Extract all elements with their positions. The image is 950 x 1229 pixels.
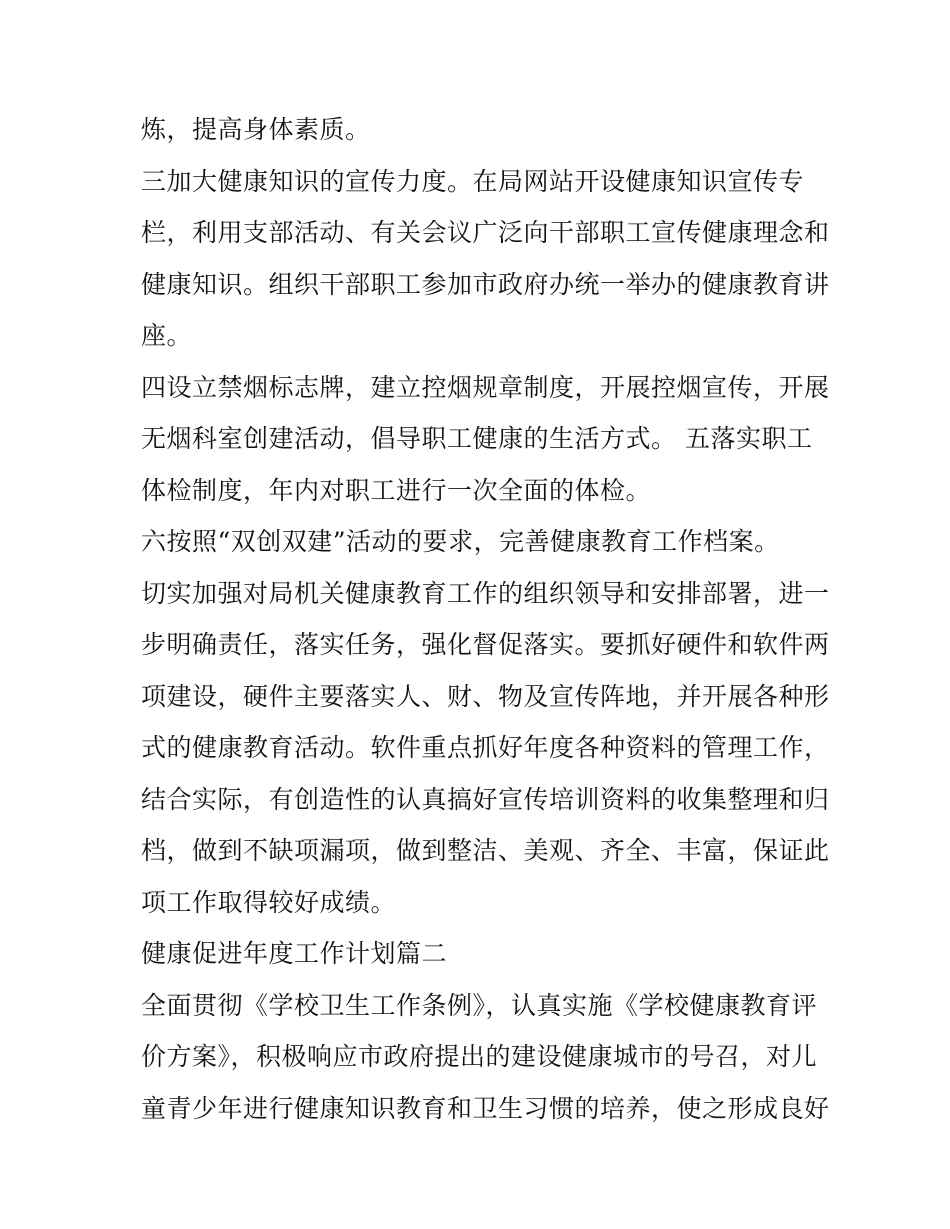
document-body: [141, 104, 830, 1134]
text-line: 炼，提高身体素质。: [141, 115, 371, 144]
text-line: 全面贯彻《学校卫生工作条例》，认真实施《学校健康教育评: [141, 990, 818, 1020]
text-line: 体检制度，年内对职工进行一次全面的体检。: [141, 475, 652, 505]
text-line: 四设立禁烟标志牌，建立控烟规章制度，开展控烟宣传，开展: [141, 372, 830, 402]
text-line: 项建设，硬件主要落实人、财、物及宣传阵地，并开展各种形: [141, 681, 830, 711]
text-line: 栏，利用支部活动、有关会议广泛向干部职工宣传健康理念和: [141, 218, 830, 247]
text-line: 六按照“双创双建”活动的要求，完善健康教育工作档案。: [141, 527, 780, 556]
text-line: 健康知识。组织干部职工参加市政府办统一举办的健康教育讲: [141, 269, 830, 299]
text-line: 童青少年进行健康知识教育和卫生习惯的培养，使之形成良好: [141, 1093, 830, 1123]
section-heading: 健康促进年度工作计划篇二: [141, 939, 448, 968]
text-line: 三加大健康知识的宣传力度。在局网站开设健康知识宣传专: [141, 166, 805, 196]
text-line: 结合实际，有创造性的认真搞好宣传培训资料的收集整理和归: [141, 784, 830, 814]
text-line: 无烟科室创建活动，倡导职工健康的生活方式。 五落实职工: [141, 424, 813, 453]
text-line: 切实加强对局机关健康教育工作的组织领导和安排部署，进一: [141, 578, 830, 608]
text-line: 步明确责任，落实任务，强化督促落实。要抓好硬件和软件两: [141, 630, 830, 659]
text-line: 档，做到不缺项漏项，做到整洁、美观、齐全、丰富，保证此: [141, 836, 830, 865]
text-line: 座。: [141, 321, 193, 350]
text-line: 价方案》，积极响应市政府提出的建设健康城市的号召，对儿: [141, 1042, 818, 1071]
text-line: 项工作取得较好成绩。: [141, 887, 397, 917]
text-line: 式的健康教育活动。软件重点抓好年度各种资料的管理工作，: [141, 733, 830, 762]
